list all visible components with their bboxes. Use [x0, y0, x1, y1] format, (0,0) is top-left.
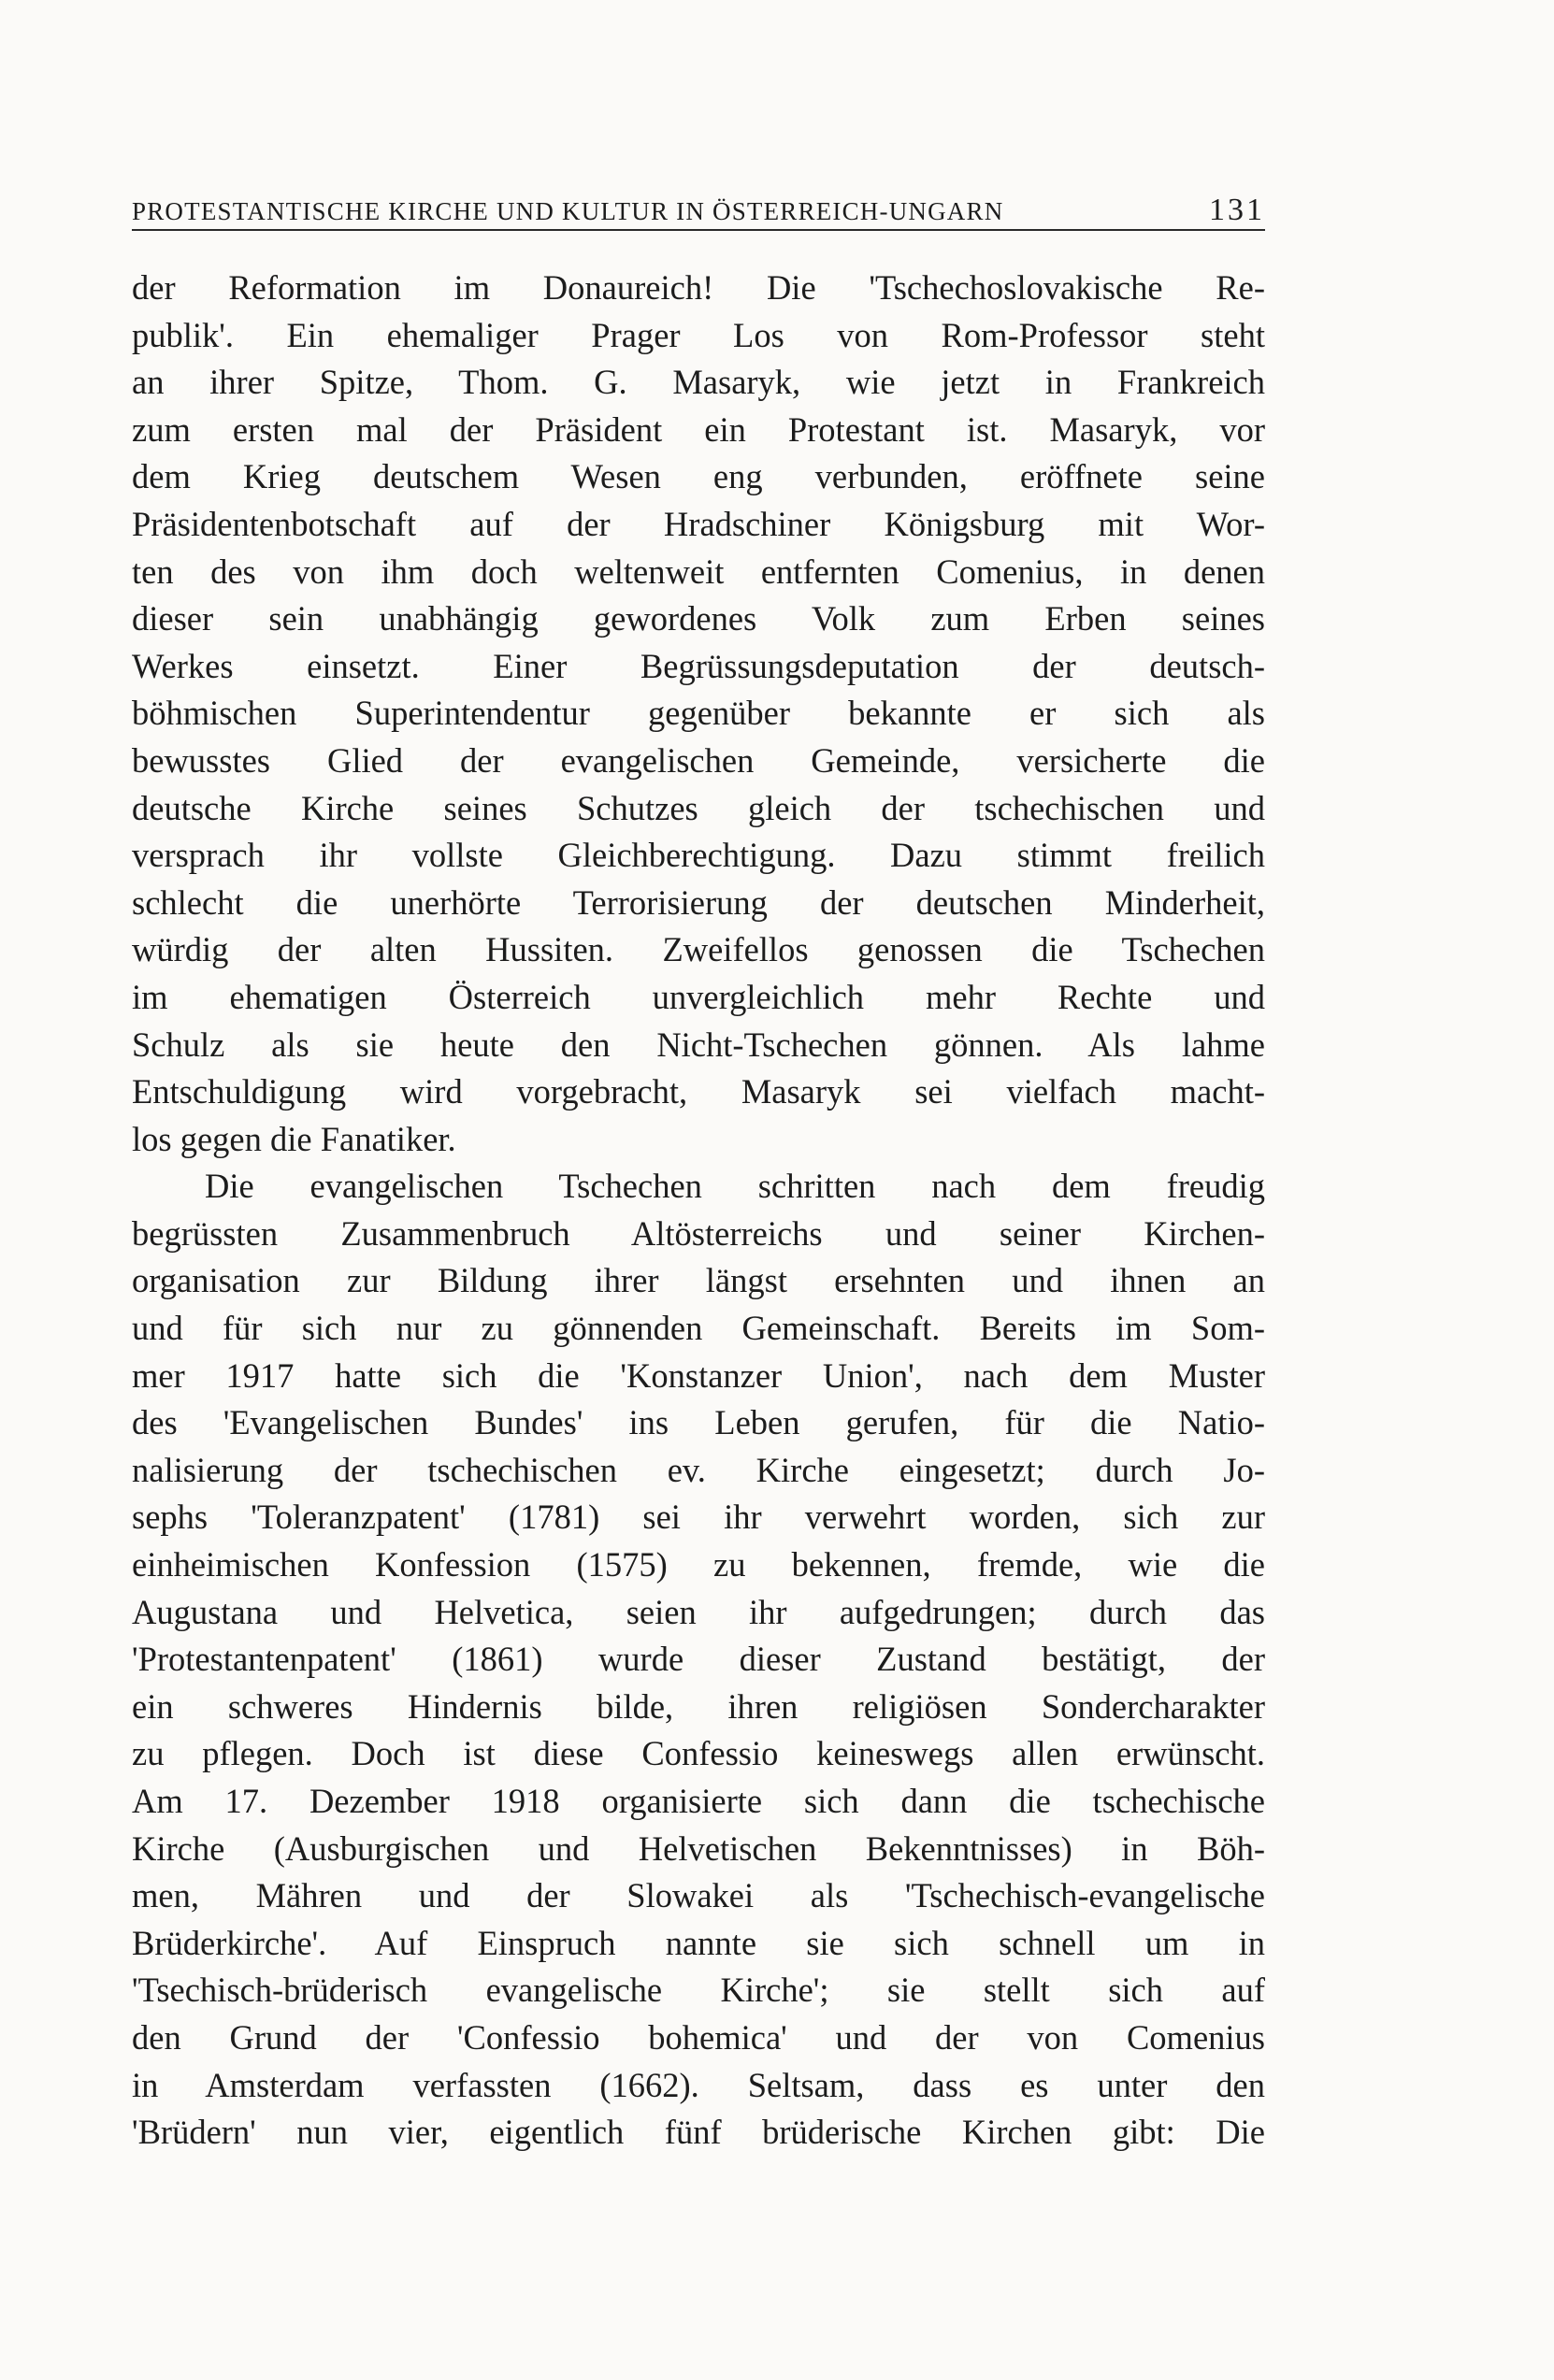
text-line: deutsche Kirche seines Schutzes gleich der tschechischen und	[132, 788, 1265, 827]
page-number: 131	[1209, 193, 1265, 227]
text-line: des 'Evangelischen Bundes' ins Leben gerufen, für die Natio-	[132, 1403, 1265, 1442]
text-line: Präsidentenbotschaft auf der Hradschiner Königsburg mit Wor-	[132, 504, 1265, 543]
text-line: los gegen die Fanatiker.	[132, 1119, 456, 1158]
running-head-title: PROTESTANTISCHE KIRCHE UND KULTUR IN ÖSTERREICH-UNGARN	[132, 197, 1004, 225]
text-line: zum ersten mal der Präsident ein Protestant ist. Masaryk, vor	[132, 409, 1265, 449]
text-line: zu pflegen. Doch ist diese Confessio keineswegs allen erwünscht.	[132, 1734, 1265, 1773]
text-line: dieser sein unabhängig gewordenes Volk zum Erben seines	[132, 599, 1265, 638]
text-line: men, Mähren und der Slowakei als 'Tschechisch-evangelische	[132, 1876, 1265, 1915]
text-line: Brüderkirche'. Auf Einspruch nannte sie sich schnell um in	[132, 1923, 1265, 1962]
text-line: Kirche (Ausburgischen und Helvetischen Bekenntnisses) in Böh-	[132, 1828, 1265, 1868]
text-line: mer 1917 hatte sich die 'Konstanzer Union', nach dem Muster	[132, 1355, 1265, 1395]
text-line: begrüssten Zusammenbruch Altösterreichs und seiner Kirchen-	[132, 1213, 1265, 1253]
paragraph-2	[132, 1163, 1265, 2156]
text-line: ten des von ihm doch weltenweit entfernten Comenius, in denen	[132, 552, 1265, 591]
text-line: versprach ihr vollste Gleichberechtigung. Dazu stimmt freilich	[132, 836, 1265, 875]
text-line: sephs 'Toleranzpatent' (1781) sei ihr verwehrt worden, sich zur	[132, 1498, 1265, 1537]
text-line: nalisierung der tschechischen ev. Kirche eingesetzt; durch Jo-	[132, 1450, 1265, 1489]
text-line: böhmischen Superintendentur gegenüber bekannte er sich als	[132, 694, 1265, 733]
running-head	[132, 185, 1265, 226]
text-line: Am 17. Dezember 1918 organisierte sich dann die tschechische	[132, 1782, 1265, 1820]
text-line: den Grund der 'Confessio bohemica' und der von Comenius	[132, 2017, 1265, 2057]
text-line: 'Protestantenpatent' (1861) wurde dieser Zustand bestätigt, der	[132, 1640, 1265, 1679]
text-line: bewusstes Glied der evangelischen Gemeinde, versicherte die	[132, 740, 1265, 780]
header-rule	[132, 229, 1265, 231]
text-line: im ehematigen Österreich unvergleichlich mehr Rechte und	[132, 977, 1265, 1016]
text-line: 'Brüdern' nun vier, eigentlich fünf brüderische Kirchen gibt: Die	[132, 2113, 1265, 2152]
text-line: schlecht die unerhörte Terrorisierung der deutschen Minderheit,	[132, 882, 1265, 922]
text-line: Die evangelischen Tschechen schritten nach dem freudig	[205, 1167, 1265, 1206]
text-line: der Reformation im Donaureich! Die 'Tschechoslovakische Re-	[132, 268, 1265, 307]
text-line: und für sich nur zu gönnenden Gemeinschaft. Bereits im Som-	[132, 1309, 1265, 1348]
text-line: in Amsterdam verfassten (1662). Seltsam, dass es unter den	[132, 2065, 1265, 2104]
body-text	[132, 265, 1265, 2157]
text-line: publik'. Ein ehemaliger Prager Los von Rom-Professor steht	[132, 315, 1265, 354]
text-line: 'Tsechisch-brüderisch evangelische Kirche'; sie stellt sich auf	[132, 1971, 1265, 2010]
text-line: Augustana und Helvetica, seien ihr aufgedrungen; durch das	[132, 1592, 1265, 1631]
text-line: Werkes einsetzt. Einer Begrüssungsdeputation der deutsch-	[132, 646, 1265, 685]
text-line: ein schweres Hindernis bilde, ihren religiösen Sondercharakter	[132, 1686, 1265, 1726]
text-line: organisation zur Bildung ihrer längst ersehnten und ihnen an	[132, 1261, 1265, 1300]
text-line: Entschuldigung wird vorgebracht, Masaryk sei vielfach macht-	[132, 1072, 1265, 1111]
text-line: an ihrer Spitze, Thom. G. Masaryk, wie jetzt in Frankreich	[132, 363, 1265, 402]
text-line: einheimischen Konfession (1575) zu bekennen, fremde, wie die	[132, 1545, 1265, 1584]
text-line: dem Krieg deutschem Wesen eng verbunden, eröffnete seine	[132, 457, 1265, 496]
text-line: Schulz als sie heute den Nicht-Tschechen gönnen. Als lahme	[132, 1025, 1265, 1064]
text-line: würdig der alten Hussiten. Zweifellos genossen die Tschechen	[132, 930, 1265, 969]
paragraph-1	[132, 265, 1265, 1163]
